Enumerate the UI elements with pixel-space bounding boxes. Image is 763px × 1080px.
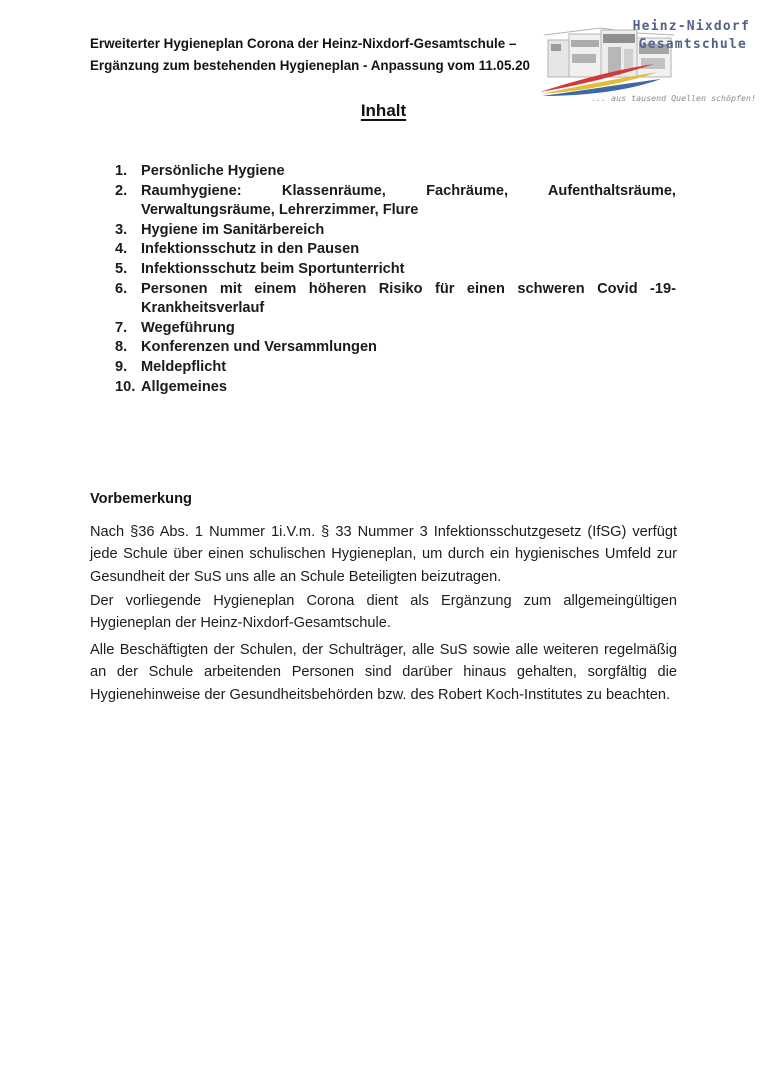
page-title: Inhalt	[360, 101, 407, 120]
toc-item-number: 3.	[115, 221, 128, 238]
paragraph-2: Der vorliegende Hygieneplan Corona dient als Ergänzung zum allgemeingültigen Hygieneplan der Heinz-Nixdorf-Gesamtschule.	[90, 593, 677, 632]
toc-list	[115, 162, 676, 397]
toc-item-text: Allgemeines	[141, 378, 227, 395]
toc-item	[115, 319, 676, 339]
toc-item	[115, 378, 676, 398]
toc-item	[115, 260, 676, 280]
school-logo	[538, 13, 756, 103]
toc-item	[115, 162, 676, 182]
page-title-wrap	[90, 101, 677, 121]
toc-item	[115, 280, 676, 319]
toc-item	[115, 221, 676, 241]
toc-item-number: 7.	[115, 319, 128, 336]
toc-item-text: Hygiene im Sanitärbereich	[141, 221, 325, 238]
toc-item	[115, 182, 676, 221]
toc-item-number: 6.	[115, 280, 128, 297]
toc-item-number: 8.	[115, 339, 128, 356]
toc-item-text: Persönliche Hygiene	[141, 163, 285, 179]
toc-item	[115, 240, 676, 260]
paragraph-1: Nach §36 Abs. 1 Nummer 1i.V.m. § 33 Nummer 3 Infektionsschutzgesetz (IfSG) verfügt jede Schule über einen schulischen Hygieneplan, um durch ein hygienisches Umfeld zur Gesundheit der SuS uns alle an Schule Beteiligten beizutragen.	[90, 524, 677, 585]
toc-item-text: Wegeführung	[141, 319, 235, 336]
section-heading-vorbemerkung: Vorbemerkung	[90, 491, 192, 507]
document-header	[90, 33, 550, 77]
logo-school-name-line1: Heinz-Nixdorf	[632, 19, 750, 34]
toc-item-text: Infektionsschutz beim Sportunterricht	[141, 260, 405, 277]
toc-item	[115, 358, 676, 378]
logo-school-name-line2: Gesamtschule	[638, 37, 747, 52]
toc-item-number: 2.	[115, 182, 128, 199]
toc-item-text: Infektionsschutz in den Pausen	[141, 241, 360, 258]
logo-tagline: ... aus tausend Quellen schöpfen!	[591, 93, 756, 103]
toc-item-text: Personen mit einem höheren Risiko für einen schweren Covid -19-Krankheitsverlauf	[141, 280, 676, 317]
toc-item-text: Konferenzen und Versammlungen	[141, 339, 377, 356]
toc-item-number: 10.	[115, 378, 136, 395]
toc-item	[115, 338, 676, 358]
school-building-icon	[544, 28, 674, 77]
toc-item-number: 1.	[115, 163, 128, 179]
toc-item-number: 9.	[115, 358, 128, 375]
header-line-2: Ergänzung zum bestehenden Hygieneplan - Anpassung vom 11.05.20	[90, 58, 531, 73]
toc-item-text: Raumhygiene: Klassenräume, Fachräume, Aufenthaltsräume, Verwaltungsräume, Lehrerzimmer, Flure	[141, 182, 676, 219]
toc-item-number: 4.	[115, 241, 128, 258]
toc-item-text: Meldepflicht	[141, 358, 227, 375]
header-line-1: Erweiterter Hygieneplan Corona der Heinz-Nixdorf-Gesamtschule –	[90, 36, 517, 51]
toc-item-number: 5.	[115, 260, 128, 277]
paragraph-3: Alle Beschäftigten der Schulen, der Schulträger, alle SuS sowie alle weiteren regelmäßig an der Schule arbeitenden Personen sind darüber hinaus gehalten, sorgfältig die Hygienehinweise der Gesundheitsbehörden bzw. des Robert Koch-Institutes zu beachten.	[90, 642, 677, 703]
